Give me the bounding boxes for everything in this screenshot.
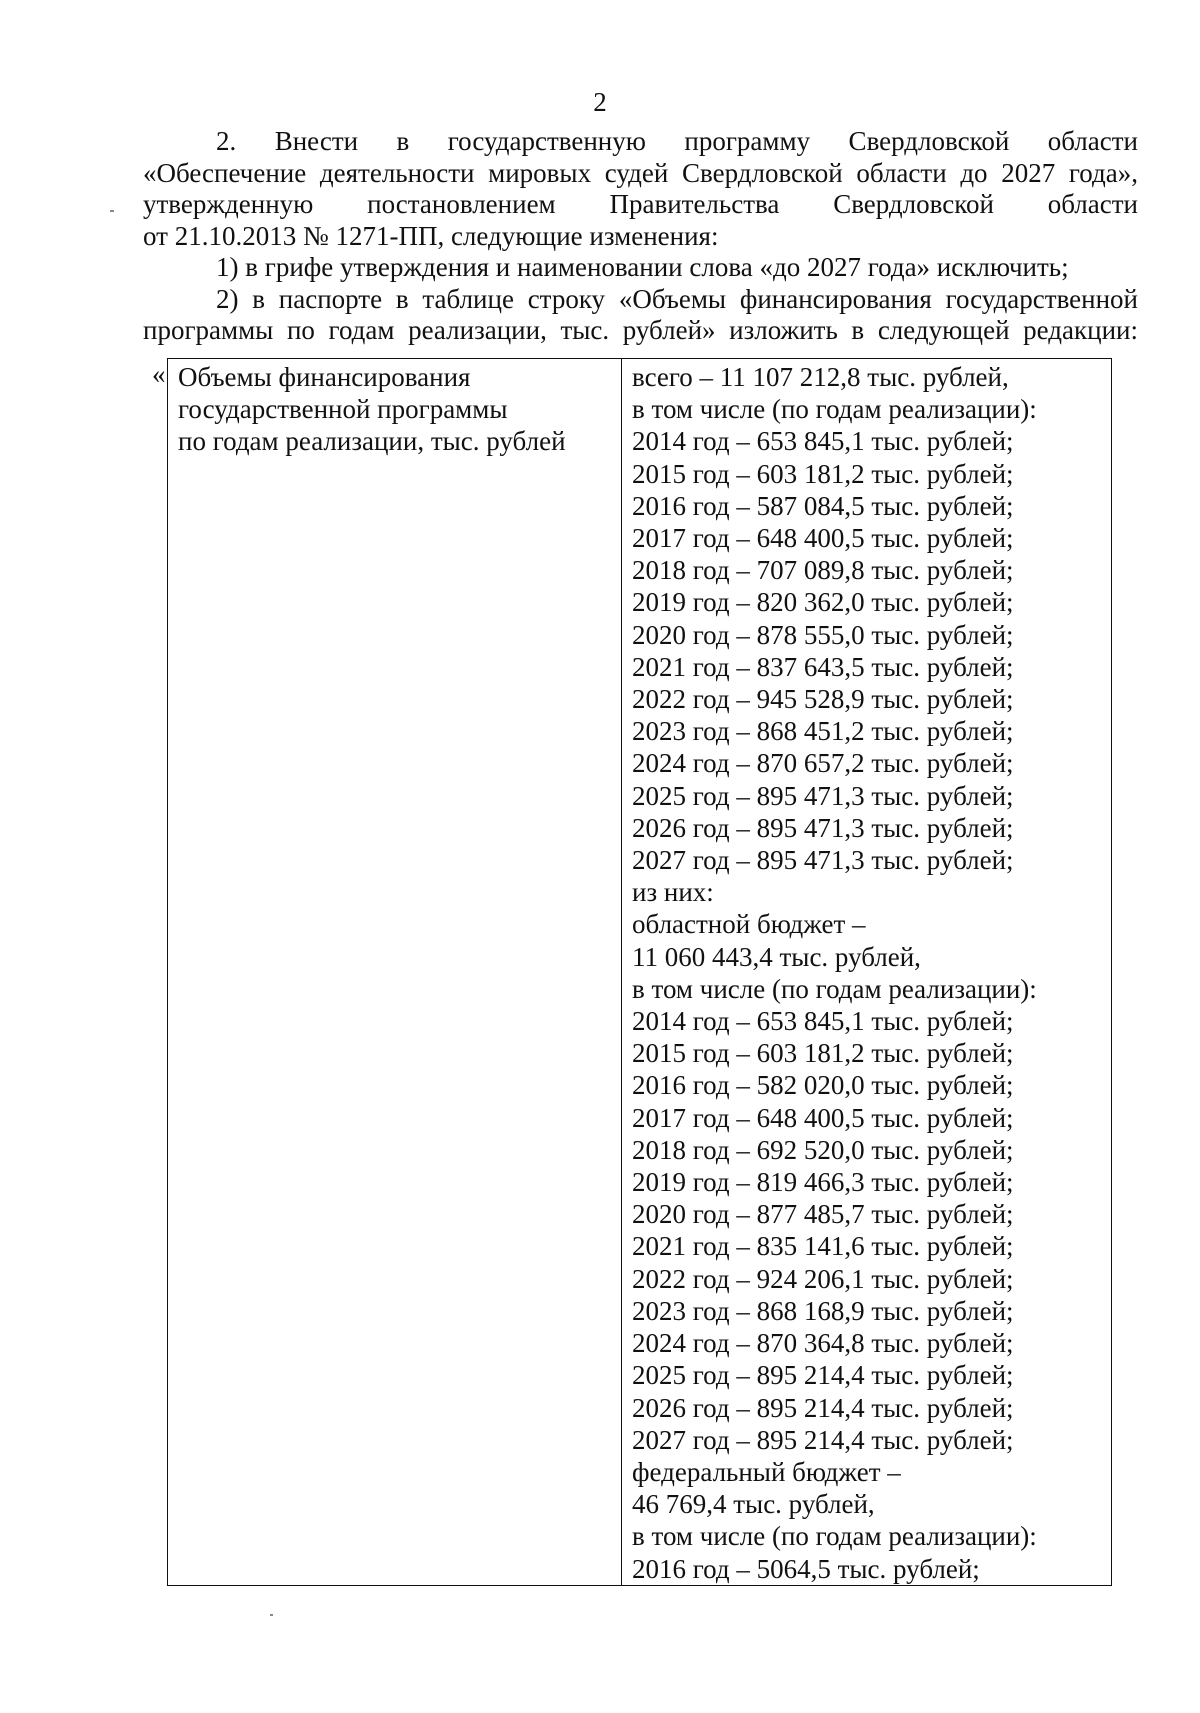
value-line: 2018 год – 692 520,0 тыс. рублей; xyxy=(632,1134,1014,1165)
label-line: по годам реализации, тыс. рублей xyxy=(178,426,566,456)
value-line: 46 769,4 тыс. рублей, xyxy=(632,1489,875,1520)
item2-line3: утвержденную постановлением Правительства Свердловской области xyxy=(143,189,1138,219)
item2-line1: 2. Внести в государственную программу Свердловской области xyxy=(216,126,1138,156)
value-line: 11 060 443,4 тыс. рублей, xyxy=(632,941,921,972)
page-number: 2 xyxy=(593,87,607,117)
value-line: 2026 год – 895 214,4 тыс. рублей; xyxy=(632,1392,1014,1423)
value-line: 2014 год – 653 845,1 тыс. рублей; xyxy=(632,426,1014,457)
value-line: 2019 год – 819 466,3 тыс. рублей; xyxy=(632,1167,1014,1198)
value-line: 2025 год – 895 214,4 тыс. рублей; xyxy=(632,1360,1014,1391)
value-line: 2025 год – 895 471,3 тыс. рублей; xyxy=(632,780,1014,811)
subitem-1: 1) в грифе утверждения и наименовании слова «до 2027 года» исключить; xyxy=(216,252,1069,282)
value-line: 2021 год – 837 643,5 тыс. рублей; xyxy=(632,651,1014,682)
value-line: федеральный бюджет – xyxy=(632,1456,901,1487)
value-line: 2023 год – 868 451,2 тыс. рублей; xyxy=(632,716,1014,747)
value-line: 2014 год – 653 845,1 тыс. рублей; xyxy=(632,1006,1014,1037)
value-line: 2016 год – 5064,5 тыс. рублей; xyxy=(632,1553,980,1584)
value-line: 2017 год – 648 400,5 тыс. рублей; xyxy=(632,1102,1014,1133)
item2-line4: от 21.10.2013 № 1271-ПП, следующие изменения: xyxy=(143,220,719,251)
subitem-2-line1: 2) в паспорте в таблице строку «Объемы финансирования государственной xyxy=(216,283,1138,314)
value-line: 2015 год – 603 181,2 тыс. рублей; xyxy=(632,1038,1014,1069)
value-line: 2023 год – 868 168,9 тыс. рублей; xyxy=(632,1295,1014,1326)
value-line: 2026 год – 895 471,3 тыс. рублей; xyxy=(632,812,1014,843)
value-line: 2020 год – 877 485,7 тыс. рублей; xyxy=(632,1199,1014,1230)
value-line: 2019 год – 820 362,0 тыс. рублей; xyxy=(632,587,1014,618)
value-line: 2018 год – 707 089,8 тыс. рублей; xyxy=(632,555,1014,586)
label-line: Объемы финансирования xyxy=(178,362,471,392)
value-line: в том числе (по годам реализации): xyxy=(632,973,1037,1004)
value-line: 2024 год – 870 657,2 тыс. рублей; xyxy=(632,748,1014,779)
value-line: 2024 год – 870 364,8 тыс. рублей; xyxy=(632,1328,1014,1359)
amendment-text xyxy=(143,126,1138,347)
item2-line2: «Обеспечение деятельности мировых судей Свердловской области до 2027 года», xyxy=(143,157,1138,188)
scan-speck xyxy=(270,1614,273,1616)
scan-speck xyxy=(110,210,114,212)
label-line: государственной программы xyxy=(178,394,508,424)
opening-quote: « xyxy=(152,359,166,389)
value-line: 2020 год – 878 555,0 тыс. рублей; xyxy=(632,619,1014,650)
value-line: 2017 год – 648 400,5 тыс. рублей; xyxy=(632,523,1014,554)
table-label-cell xyxy=(168,359,622,1585)
financing-table xyxy=(167,358,1112,1586)
table-values-cell xyxy=(622,359,1111,1585)
value-line: из них: xyxy=(632,877,714,908)
value-line: областной бюджет – xyxy=(632,909,866,940)
value-line: 2015 год – 603 181,2 тыс. рублей; xyxy=(632,458,1014,489)
value-line: всего – 11 107 212,8 тыс. рублей, xyxy=(632,362,1009,392)
value-line: 2016 год – 587 084,5 тыс. рублей; xyxy=(632,490,1014,521)
value-line: 2016 год – 582 020,0 тыс. рублей; xyxy=(632,1070,1014,1101)
value-line: 2027 год – 895 214,4 тыс. рублей; xyxy=(632,1424,1014,1455)
value-line: 2021 год – 835 141,6 тыс. рублей; xyxy=(632,1231,1014,1262)
value-line: в том числе (по годам реализации): xyxy=(632,394,1037,425)
value-line: 2027 год – 895 471,3 тыс. рублей; xyxy=(632,845,1014,876)
subitem-2-line2: программы по годам реализации, тыс. рублей» изложить в следующей редакции: xyxy=(143,315,1138,345)
value-line: 2022 год – 945 528,9 тыс. рублей; xyxy=(632,684,1014,715)
value-line: в том числе (по годам реализации): xyxy=(632,1521,1037,1552)
value-line: 2022 год – 924 206,1 тыс. рублей; xyxy=(632,1263,1014,1294)
